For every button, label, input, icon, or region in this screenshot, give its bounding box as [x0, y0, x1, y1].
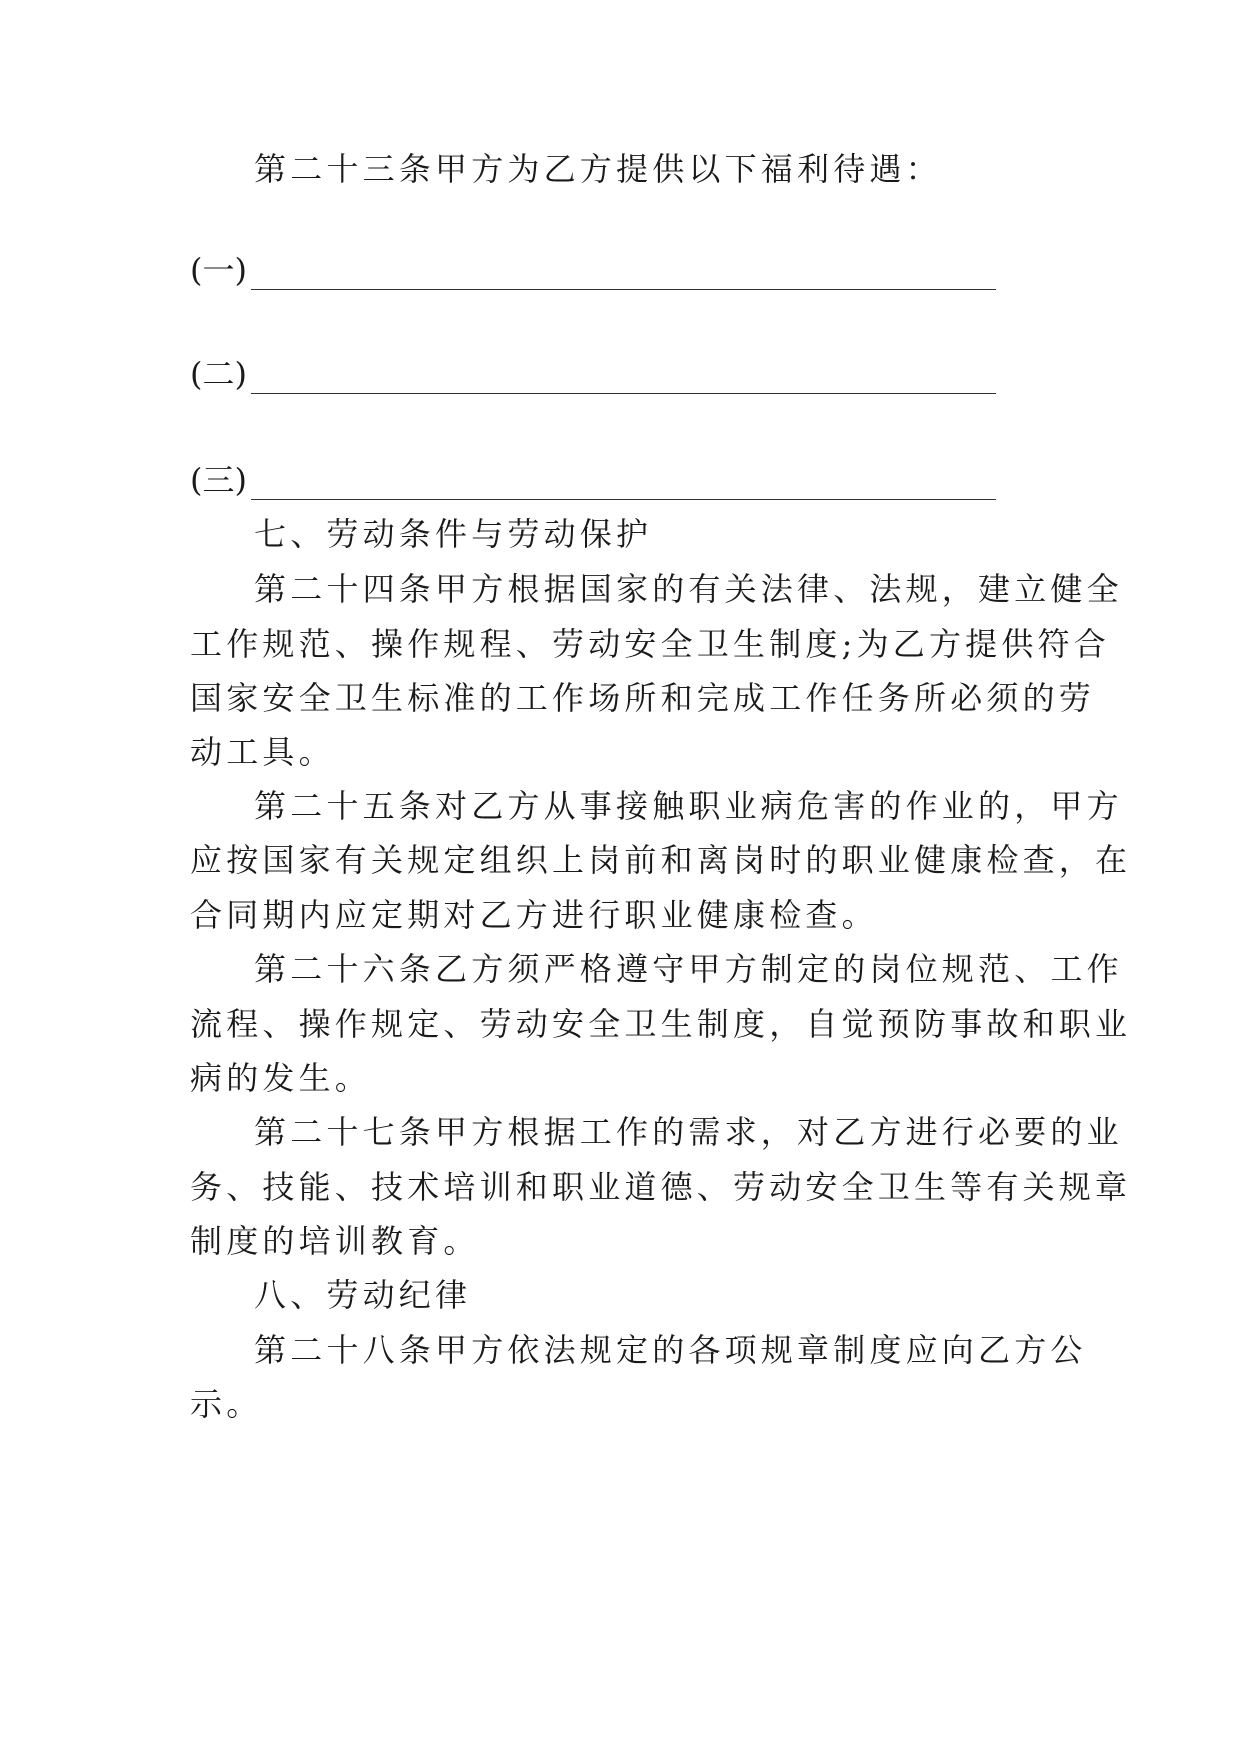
section-8-heading: 八、劳动纪律	[254, 1276, 472, 1314]
article-24-line-2: 工作规范、操作规程、劳动安全卫生制度;为乙方提供符合	[190, 625, 1110, 663]
fill-in-line	[251, 365, 996, 394]
blank-label: (二)	[190, 355, 247, 393]
article-25-line-2: 应按国家有关规定组织上岗前和离岗时的职业健康检查，在	[190, 841, 1132, 879]
article-27-line-1: 第二十七条甲方根据工作的需求，对乙方进行必要的业	[254, 1113, 1123, 1151]
article-27-line-2: 务、技能、技术培训和职业道德、劳动安全卫生等有关规章	[190, 1168, 1132, 1206]
article-25-line-3: 合同期内应定期对乙方进行职业健康检查。	[190, 896, 878, 934]
article-28-line-2: 示。	[190, 1385, 263, 1423]
article-24-line-1: 第二十四条甲方根据国家的有关法律、法规，建立健全	[254, 570, 1123, 608]
article-25-line-1: 第二十五条对乙方从事接触职业病危害的作业的，甲方	[254, 787, 1123, 825]
benefit-blank-1	[190, 250, 996, 290]
article-23-intro: 第二十三条甲方为乙方提供以下福利待遇：	[254, 150, 942, 188]
section-7-heading: 七、劳动条件与劳动保护	[254, 515, 653, 553]
blank-label: (一)	[190, 251, 247, 289]
article-26-line-3: 病的发生。	[190, 1059, 372, 1097]
benefit-blank-2	[190, 354, 996, 394]
article-27-line-3: 制度的培训教育。	[190, 1222, 480, 1260]
article-24-line-4: 动工具。	[190, 733, 335, 771]
article-26-line-1: 第二十六条乙方须严格遵守甲方制定的岗位规范、工作	[254, 950, 1123, 988]
blank-label: (三)	[190, 461, 247, 499]
article-28-line-1: 第二十八条甲方依法规定的各项规章制度应向乙方公	[254, 1331, 1087, 1369]
article-26-line-2: 流程、操作规定、劳动安全卫生制度，自觉预防事故和职业	[190, 1005, 1132, 1043]
benefit-blank-3	[190, 460, 996, 500]
article-24-line-3: 国家安全卫生标准的工作场所和完成工作任务所必须的劳	[190, 679, 1096, 717]
fill-in-line	[251, 261, 996, 290]
fill-in-line	[251, 471, 996, 500]
